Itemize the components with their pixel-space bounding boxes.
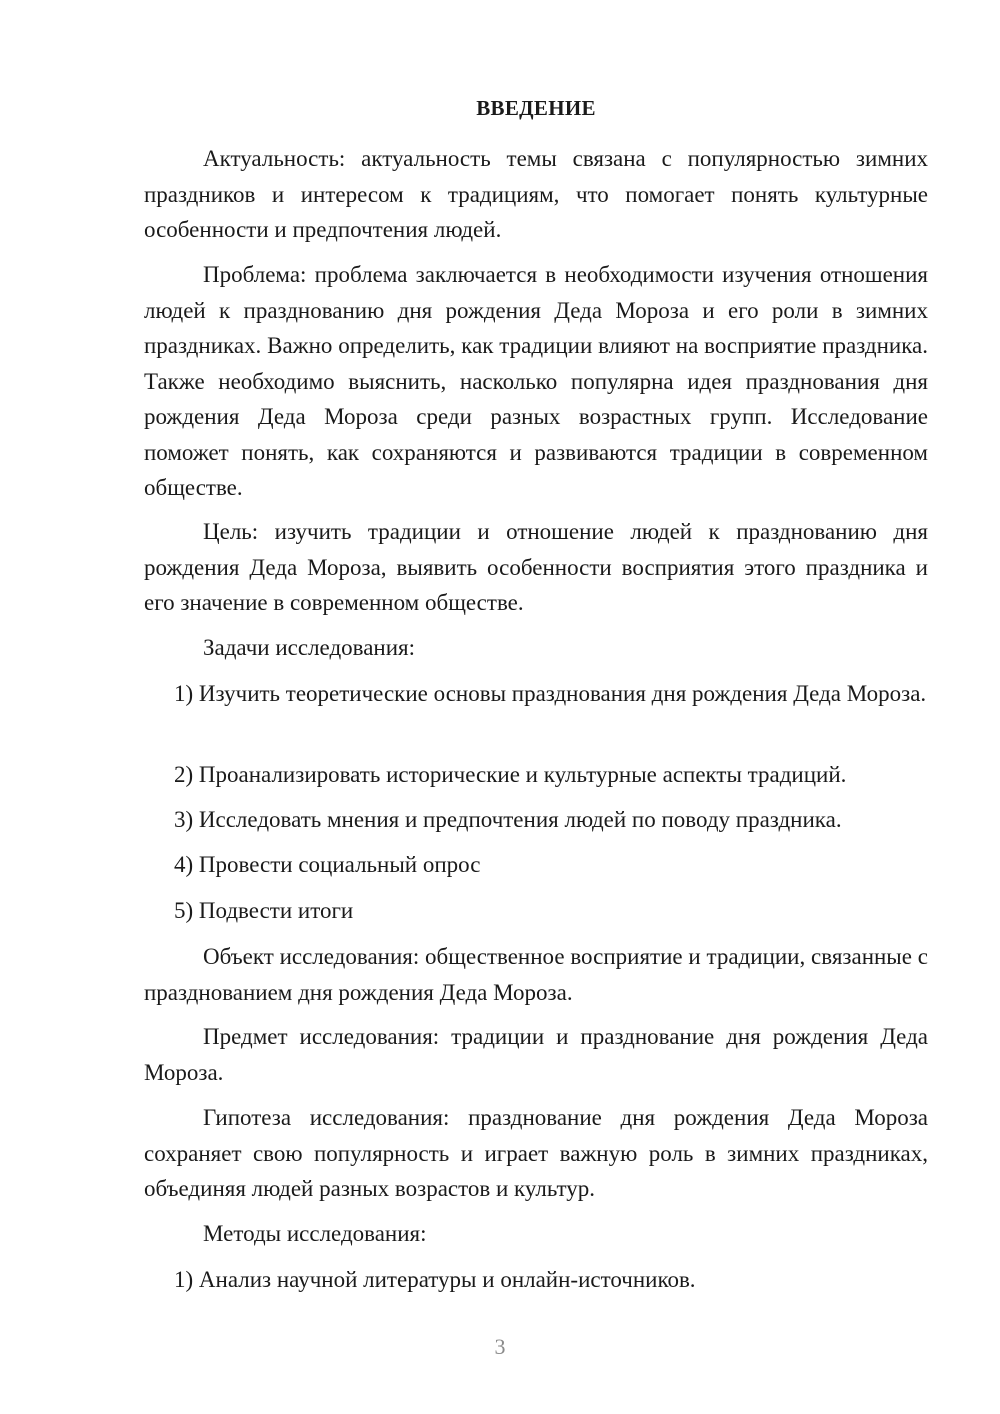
paragraph-hypothesis: Гипотеза исследования: празднование дня рождения Деда Мороза сохраняет свою популярность и играет важную роль в зимних праздниках, объединяя людей разных возрастов и культур. [144, 1105, 928, 1201]
list-item-task-4: 4) Провести социальный опрос [174, 852, 481, 877]
list-item-task-5: 5) Подвести итоги [174, 898, 354, 923]
list-item-task-1: 1) Изучить теоретические основы празднования дня рождения Деда Мороза. [174, 681, 927, 706]
paragraph-problem: Проблема: проблема заключается в необходимости изучения отношения людей к празднованию дня рождения Деда Мороза и его роли в зимних праздниках. Важно определить, как традиции влияют на восприятие праздника. Также необходимо выяснить, насколько популярна идея празднования дня рождения Деда Мороза среди разных возрастных групп. Исследование поможет понять, как сохраняются и развиваются традиции в современном обществе. [144, 262, 928, 500]
list-item-method-1: 1) Анализ научной литературы и онлайн-источников. [174, 1267, 696, 1292]
paragraph-relevance: Актуальность: актуальность темы связана с популярностью зимних праздников и интересом к традициям, что помогает понять культурные особенности и предпочтения людей. [144, 146, 928, 242]
paragraph-methods-title: Методы исследования: [203, 1221, 427, 1246]
paragraph-object: Объект исследования: общественное восприятие и традиции, связанные с празднованием дня рождения Деда Мороза. [144, 944, 928, 1005]
list-item-task-2: 2) Проанализировать исторические и культурные аспекты традиций. [174, 762, 847, 787]
paragraph-subject: Предмет исследования: традиции и празднование дня рождения Деда Мороза. [144, 1024, 928, 1085]
paragraph-tasks-title: Задачи исследования: [203, 635, 416, 660]
list-item-task-3: 3) Исследовать мнения и предпочтения людей по поводу праздника. [174, 807, 842, 832]
paragraph-goal: Цель: изучить традиции и отношение людей к празднованию дня рождения Деда Мороза, выявить особенности восприятия этого праздника и его значение в современном обществе. [144, 519, 928, 615]
page-number: 3 [494, 1334, 506, 1359]
section-heading: ВВЕДЕНИЕ [476, 96, 596, 120]
